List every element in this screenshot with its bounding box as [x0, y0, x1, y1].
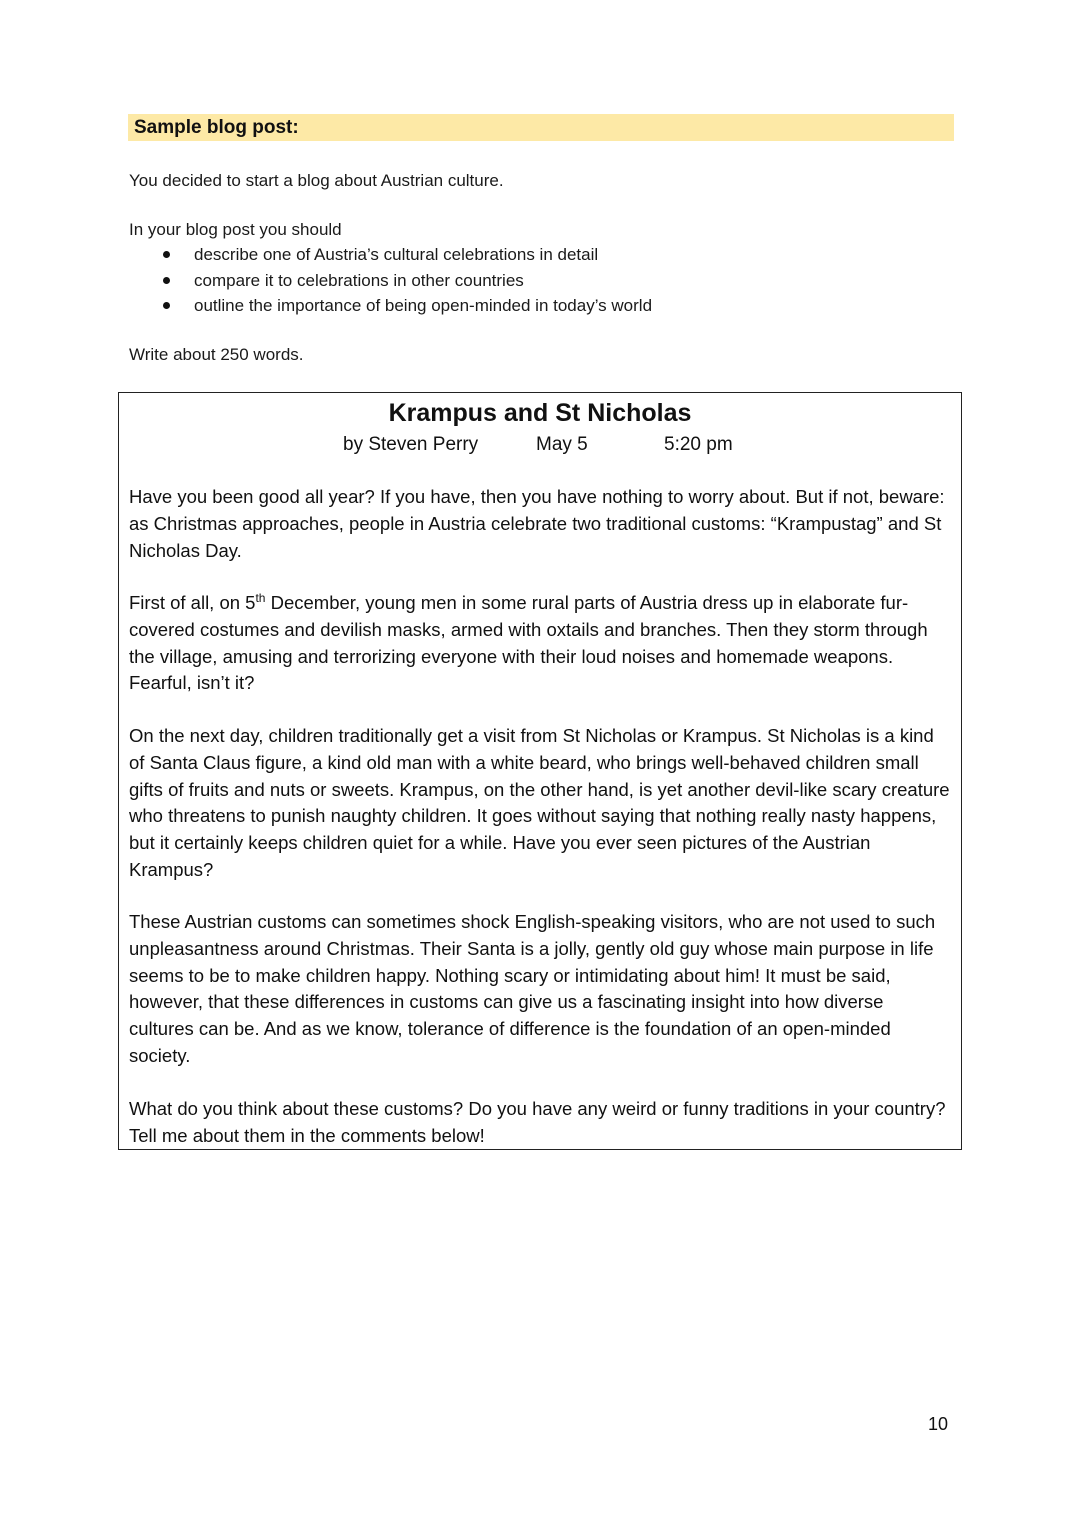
bullet-icon [163, 277, 170, 284]
task-intro: You decided to start a blog about Austrian culture. [129, 171, 504, 190]
blog-paragraph-2-rest: December, young men in some rural parts of Austria dress up in elaborate fur-covered costumes and devilish masks, armed with oxtails and branches. Then they storm through the village, amusing and terrorizing everyone with their loud noises and homemade weapons. Fearful, isn’t it? [129, 592, 928, 694]
blog-paragraph-1: Have you been good all year? If you have, then you have nothing to worry about. But if not, beware: as Christmas approaches, people in Austria celebrate two traditional customs: “Krampustag” and St Nicholas Day. [129, 486, 945, 561]
blog-paragraph-2 [129, 590, 951, 697]
page-number: 10 [928, 1414, 949, 1434]
bullet-icon [163, 302, 170, 309]
task-bullet-text: outline the importance of being open-minded in today’s world [194, 296, 653, 315]
task-lead: In your blog post you should [129, 220, 342, 239]
task-bullet-text: compare it to celebrations in other countries [194, 270, 524, 290]
blog-paragraph-5: What do you think about these customs? Do you have any weird or funny traditions in your country? Tell me about them in the comments below! [129, 1098, 946, 1146]
blog-author: by Steven Perry [343, 434, 479, 455]
blog-time: 5:20 pm [664, 434, 733, 455]
blog-paragraph-3: On the next day, children traditionally get a visit from St Nicholas or Krampus. St Nicholas is a kind of Santa Claus figure, a kind old man with a white beard, who brings well-behaved children small gifts of fruits and nuts or sweets. Krampus, on the other hand, is yet another devil-like scary creature who threatens to punish naughty children. It goes without saying that nothing really nasty happens, but it certainly keeps children quiet for a while. Have you ever seen pictures of the Austrian Krampus? [129, 725, 950, 880]
blog-paragraph-2-start: First of all, on 5 [129, 592, 256, 613]
section-heading: Sample blog post: [128, 114, 954, 141]
blog-post-box [118, 392, 962, 1150]
word-count-instruction: Write about 250 words. [129, 345, 304, 364]
task-bullet-item [129, 242, 652, 268]
task-bullet-item [129, 293, 652, 319]
task-bullet-item [129, 268, 652, 294]
bullet-icon [163, 251, 170, 258]
blog-paragraph-4: These Austrian customs can sometimes shock English-speaking visitors, who are not used to such unpleasantness around Christmas. Their Santa is a jolly, gently old guy whose main purpose in life seems to be to make children happy. Nothing scary or intimidating about him! It must be said, however, that these differences in customs can give us a fascinating insight into how diverse cultures can be. And as we know, tolerance of difference is the foundation of an open-minded society. [129, 911, 936, 1066]
task-bullet-list [129, 242, 652, 319]
blog-date: May 5 [536, 434, 588, 455]
ordinal-suffix: th [255, 590, 266, 605]
task-bullet-text: describe one of Austria’s cultural celebrations in detail [194, 245, 599, 264]
blog-title: Krampus and St Nicholas [388, 399, 692, 427]
